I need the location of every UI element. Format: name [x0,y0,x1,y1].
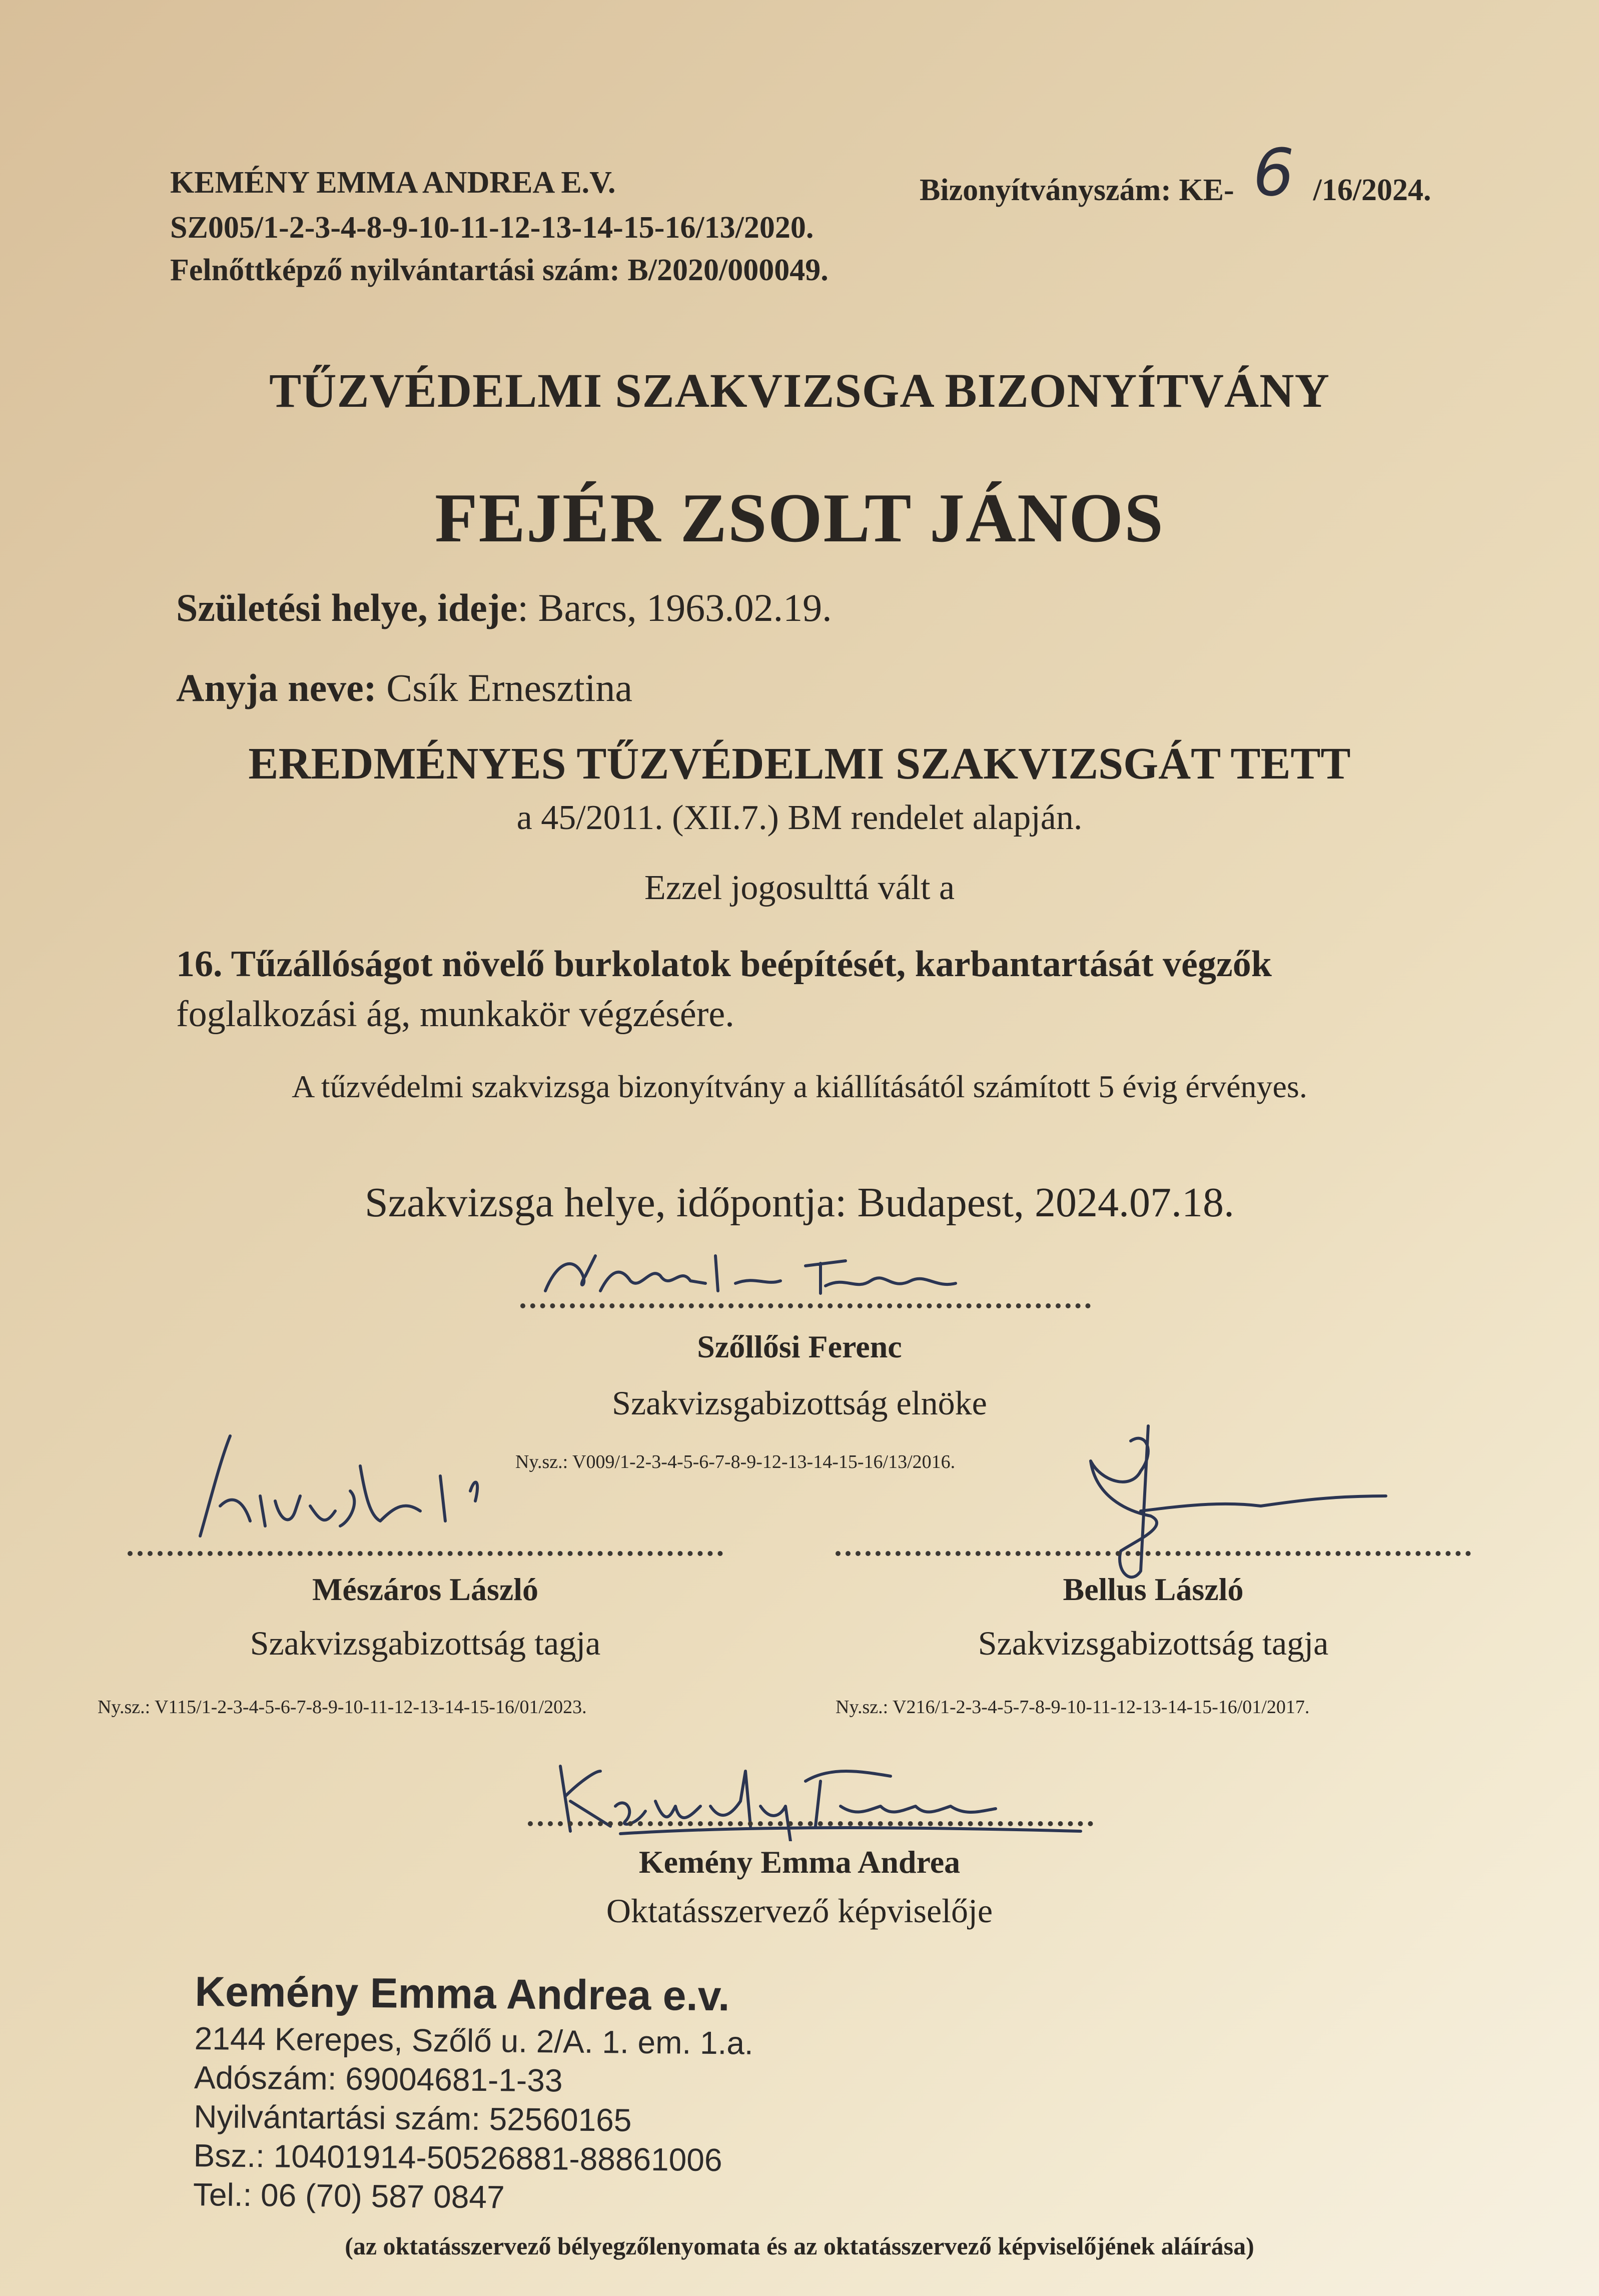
member2-role: Szakvizsgabizottság tagja [978,1624,1329,1662]
issuer-code: SZ005/1-2-3-4-8-9-10-11-12-13-14-15-16/13/2020. [170,211,814,245]
validity-text: A tűzvédelmi szakvizsga bizonyítvány a kiállításától számított 5 évig érvényes. [292,1069,1307,1104]
chair-name: Szőllősi Ferenc [697,1329,902,1364]
stamp-address: 2144 Kerepes, Szőlő u. 2/A. 1. em. 1.a. [194,2020,754,2061]
exam-place-date: Szakvizsga helye, időpontja: Budapest, 2024.07.18. [364,1179,1235,1226]
member2-reg: Ny.sz.: V216/1-2-3-4-5-7-8-9-10-11-12-13-14-15-16/01/2017. [836,1697,1310,1718]
legal-basis: a 45/2011. (XII.7.) BM rendelet alapján. [516,799,1083,837]
chair-signature-line [520,1303,1091,1308]
document-title: TŰZVÉDELMI SZAKVIZSGA BIZONYÍTVÁNY [269,364,1330,417]
cert-number-suffix: /16/2024. [1313,173,1431,207]
birth-label: Születési helye, ideje [176,586,518,629]
cert-number-label: Bizonyítványszám: KE- [920,173,1234,207]
mother-label: Anyja neve: [176,666,377,709]
stamp-registry: Nyilvántartási szám: 52560165 [194,2098,632,2138]
member2-name: Bellus László [1063,1572,1244,1607]
adult-training-reg: Felnőttképző nyilvántartási szám: B/2020/000049. [170,253,829,287]
qualification: 16. Tűzállóságot növelő burkolatok beépítését, karbantartását végzők [176,944,1272,985]
member1-reg: Ny.sz.: V115/1-2-3-4-5-6-7-8-9-10-11-12-13-14-15-16/01/2023. [98,1697,587,1718]
entitled-text: Ezzel jogosulttá vált a [644,869,955,907]
birth-line [176,585,832,630]
holder-name: FEJÉR ZSOLT JÁNOS [435,479,1164,557]
qualification-suffix: foglalkozási ág, munkakör végzésére. [176,994,734,1035]
mother-line [176,665,632,710]
issuer-name: KEMÉNY EMMA ANDREA E.V. [170,166,616,200]
cert-number-handwritten: 6 [1253,135,1294,211]
birth-value: : Barcs, 1963.02.19. [517,586,832,629]
chair-role: Szakvizsgabizottság elnöke [612,1384,987,1422]
stamp-tax: Adószám: 69004681-1-33 [194,2059,563,2099]
organizer-signature [540,1751,1101,1841]
organizer-stamp [193,1964,754,2219]
stamp-company: Kemény Emma Andrea e.v. [195,1967,730,2020]
member1-name: Mészáros László [312,1572,539,1607]
stamp-bank: Bsz.: 10401914-50526881-88861006 [193,2137,722,2178]
certificate-number [920,135,1431,210]
chair-reg: Ny.sz.: V009/1-2-3-4-5-6-7-8-9-12-13-14-15-16/13/2016. [515,1451,956,1472]
member2-signature-line [836,1551,1471,1556]
mother-value: Csík Ernesztina [376,666,633,709]
stamp-phone: Tel.: 06 (70) 587 0847 [193,2176,505,2215]
chair-signature [525,1236,1006,1306]
result-headline: EREDMÉNYES TŰZVÉDELMI SZAKVIZSGÁT TETT [248,739,1351,789]
organizer-signature-line [528,1821,1093,1826]
member1-signature [170,1421,560,1551]
organizer-role: Oktatásszervező képviselője [606,1892,993,1930]
footer-note: (az oktatásszervező bélyegzőlenyomata és az oktatásszervező képviselőjének aláírása) [345,2232,1254,2260]
member1-signature-line [128,1551,723,1556]
organizer-name: Kemény Emma Andrea [638,1844,961,1880]
member1-role: Szakvizsgabizottság tagja [250,1624,601,1662]
